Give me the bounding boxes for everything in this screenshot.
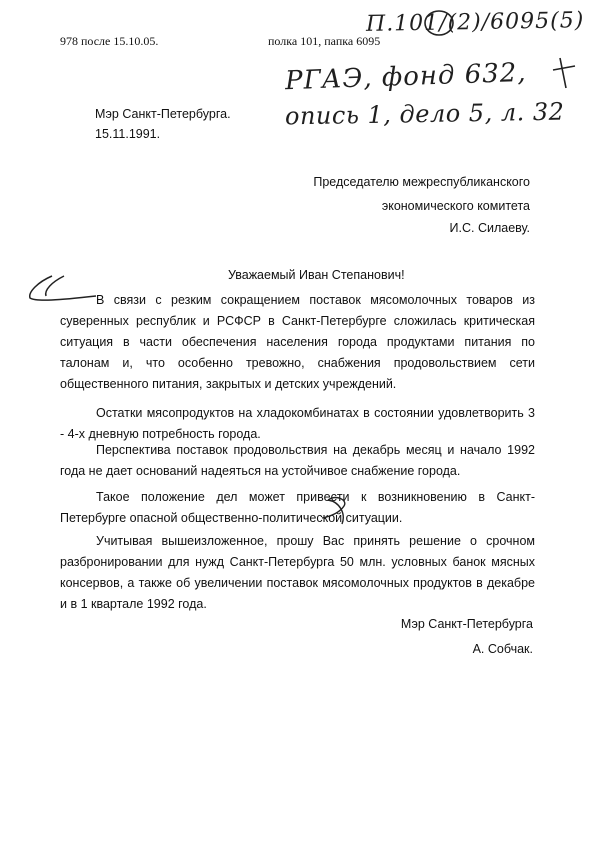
archive-note-shelf: полка 101, папка 6095: [268, 34, 381, 48]
paragraph-4: Такое положение дел может привести к возникновению в Санкт-Петербурге опасной общественно-политической ситуации.: [60, 490, 535, 525]
archive-note-left: 978 после 15.10.05.: [60, 34, 159, 48]
paragraph-1: В связи с резким сокращением поставок мясомолочных товаров из суверенных республик и РСФСР в Санкт-Петербурге сложилась критическая ситуация в части обеспечения населения города продуктами питания по талонам и, что особенно тревожно, снабжения продовольствием сети общественного питания, закрытых и детских учреждений.: [60, 293, 535, 391]
greeting: Уважаемый Иван Степанович!: [228, 268, 405, 282]
paragraph-3: Перспектива поставок продовольствия на декабрь месяц и начало 1992 года не дает оснований надеяться на устойчивое снабжение города.: [60, 443, 535, 478]
addressee-line-2: экономического комитета: [381, 199, 530, 213]
signature-title: Мэр Санкт-Петербурга: [400, 617, 533, 631]
handwritten-fond: РГАЭ, фонд 632,: [284, 57, 528, 97]
sender-title: Мэр Санкт-Петербурга.: [95, 107, 231, 121]
paragraph-2: Остатки мясопродуктов на хладокомбинатах в состоянии удовлетворить 3 - 4-х дневную потребность города.: [60, 406, 535, 441]
cross-mark: [553, 58, 575, 88]
paragraph-5: Учитывая вышеизложенное, прошу Вас принять решение о срочном разбронировании для нужд Санкт-Петербурга 50 млн. условных банок мясных консервов, а также об увеличении поставок мясомолочных продуктов в декабре и в 1 квартале 1992 года.: [60, 534, 535, 611]
addressee-line-1: Председателю межреспубликанского: [313, 175, 530, 189]
handwritten-opis: опись 1, дело 5, л. 32: [284, 97, 565, 131]
letter-date: 15.11.1991.: [95, 127, 161, 141]
handwritten-archive-ref: П.101/(2)/6095(5): [365, 8, 585, 37]
signature-name: А. Собчак.: [472, 642, 533, 656]
addressee-line-3: И.С. Силаеву.: [449, 221, 530, 235]
